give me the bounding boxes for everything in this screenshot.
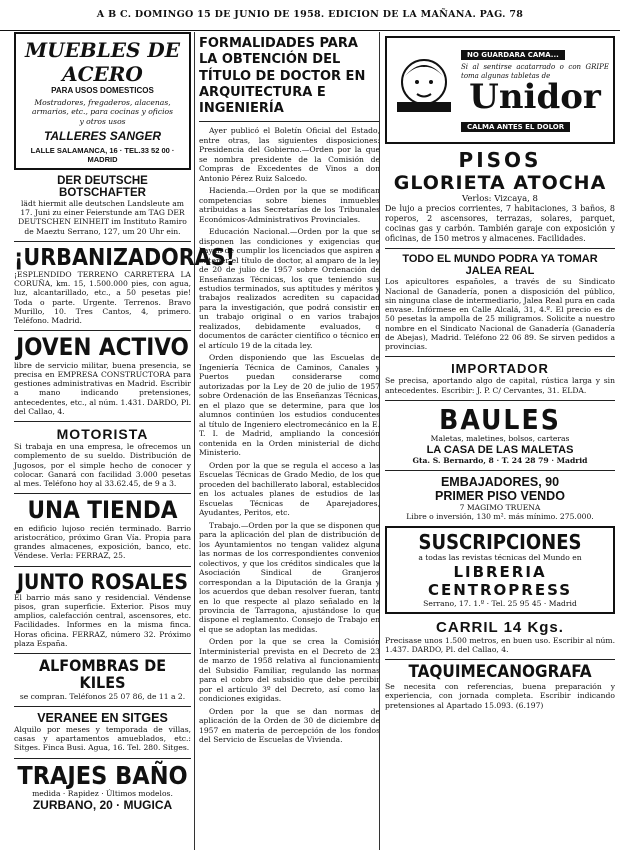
divider [14, 566, 191, 567]
ad-taquimeca-text: Se necesita con referencias, buena preparación y experiencia, con jornada completa. Escribir indicando pretensiones al Apartado 15.093. (6.197) [385, 682, 615, 710]
ad-jalea-title: TODO EL MUNDO PODRA YA TOMAR JALEA REAL [402, 253, 598, 278]
ad-trajes-title: TRAJES BAÑO [17, 760, 188, 790]
newspaper-masthead: A B C. DOMINGO 15 DE JUNIO DE 1958. EDICION DE LA MAÑANA. PAG. 78 [0, 0, 620, 31]
ad-urbanizadoras [14, 244, 236, 326]
ad-suscripciones-address: Serrano, 17. 1.º · Tel. 25 95 45 · Madrid [423, 598, 577, 608]
divider [385, 400, 615, 401]
ad-carril-title: CARRIL 14 Kgs. [436, 618, 564, 636]
ad-joven-text: libre de servicio militar, buena presencia, se precisa en EMPRESA CONSTRUCTORA para gestiones administrativas en Madrid. Escribir a mano indicando pretensiones, antecedentes, etc., al núm. 1.431. DARDO, Pl. del Callao, 4. [14, 360, 191, 416]
ad-rosales-title: JUNTO ROSALES [16, 569, 189, 594]
ad-joven-title: JOVEN ACTIVO [16, 333, 189, 362]
divider [14, 421, 191, 422]
ad-botschafter-text: lädt hiermit alle deutschen Landsleute am 17. Juni zu einer Feierstunde am TAG DER DEUTSCHEN EINHEIT im Instituto Ramiro de Maeztu Serrano, 127, um 20 Uhr ein. [18, 198, 187, 236]
ad-suscripciones-title: SUSCRIPCIONES [418, 530, 582, 555]
ad-importador-text: Se precisa, aportando algo de capital, rústica larga y sin antecedentes. Escribir: J. P. C/ Cervantes, 31. ELDA. [385, 376, 615, 395]
ad-tienda-title: UNA TIENDA [27, 496, 178, 525]
ad-veranee [14, 711, 191, 753]
article-paragraph: Orden disponiendo que las Escuelas de Ingeniería Técnica de Caminos, Canales y Puertos puedan considerarse como autorizadas por la Ley de 20 de julio de 1957 sobre Ordenación de las Enseñanzas Técnicas, en el plazo que se determine, para que los alumnos continúen los estudios conducentes al título de Ingeniero electromecánico en la E. T. I. de Madrid, ampliando la concesión contenida en la Orden ministerial de dicho Ministerio. [199, 353, 380, 458]
ad-muebles-address: LALLE SALAMANCA, 16 · TEL.33 52 00 · MADRID [30, 145, 175, 164]
ad-botschafter [14, 175, 191, 236]
ad-suscripciones-text: a todas las revistas técnicas del Mundo en [418, 553, 582, 563]
ad-unidor-text: Si al sentirse acatarrado o con GRIPE toma algunas tabletas de [461, 63, 609, 80]
column-right [379, 32, 615, 850]
article-paragraph: Orden por la que se regula el acceso a las Escuelas Técnicas de Grado Medio, de los que proceden del bachillerato laboral, establecidos en los actuales planes de estudios de las Escuelas Técnicas de Aparejadores, Ayudantes, Peritos, etc. [199, 460, 380, 518]
divider [14, 493, 191, 494]
ad-unidor-badge: NO GUARDARA CAMA... [461, 50, 565, 60]
divider [14, 758, 191, 759]
ad-carril-text: Precisase unos 1.500 metros, en buen uso. Escribir al núm. 1.437. DARDO, Pl. del Callao, 4. [385, 635, 615, 654]
ad-alfombras-text: se compran. Teléfonos 25 07 86, de 11 a 2. [19, 691, 186, 701]
ad-carril [385, 619, 615, 655]
ad-embajadores-title3: 7 MAGIMO TRUENA [459, 502, 541, 512]
ad-veranee-title: VERANEE EN SITGES [37, 710, 168, 725]
column-center-article [194, 32, 380, 850]
ad-embajadores-text: Libre o inversión, 130 m². más mínimo. 275.000. [406, 512, 594, 521]
ad-jalea-real [385, 253, 615, 351]
ad-embajadores-title: EMBAJADORES, 90 [440, 474, 560, 489]
ad-veranee-text: Alquilo por meses y temporada de villas, casas y apartamentos amueblados, etc.: Sitges. Finca Busi. Agua, 16. Tel. 280. Sitges. [14, 724, 191, 753]
ad-botschafter-title: DER DEUTSCHE BOTSCHAFTER [57, 174, 148, 199]
divider [14, 706, 191, 707]
ad-baules-store: LA CASA DE LAS MALETAS [426, 443, 574, 456]
article-paragraph: Hacienda.—Orden por la que se modifican competencias sobre bienes inmuebles atribuidas a las Secretarías de los Tribunales Económicos-Administrativos Provinciales. [199, 186, 380, 224]
article-paragraph: Ayer publicó el Boletín Oficial del Estado, entre otras, las siguientes disposiciones: Presidencia del Gobierno.—Orden por la que se nombra presidente de la Comisión de Compras de Excedentes de Vinos a don Antonio Pérez Ruiz Salcedo. [199, 126, 380, 183]
ad-taquimecanografa [385, 664, 615, 710]
ad-embajadores [385, 475, 615, 522]
divider [385, 248, 615, 249]
ad-una-tienda [14, 498, 191, 560]
ad-urbanizadoras-text: ¡ESPLENDIDO TERRENO CARRETERA LA CORUÑA, km. 15, 1.500.000 pies, con agua, luz, alcantarillado, etc., a 50 pesetas pie! Toda o parte. Urgente. Terrenos. Bravo Murillo, 10. Tres Cantos, 4, primero. Teléfono. Madrid. [14, 269, 191, 326]
man-face-illustration-icon [393, 52, 455, 114]
ad-embajadores-title2: PRIMER PISO VENDO [435, 488, 565, 503]
ad-motorista-title: MOTORISTA [56, 426, 149, 443]
article-paragraph: Trabajo.—Orden por la que se disponen que para la aplicación del plan de distribución de los Ayuntamientos no tengan validez alguna las normas de los correspondientes convenios colectivos, y que los créditos sindicales que la Asociación Sindical de Granjeros correspondan a la Diputación de la Granja y los acuerdos que deban resolver fueran, tanto en lo que respecte al plazo señalado en la provincia de Tarragona, ajustándose lo que dispone el reglamento. Consejo de Trabajo en el que se adoptan las medidas. [199, 520, 380, 634]
article-paragraph: Orden por la que se crea la Comisión Interministerial prevista en el Decreto de 23 de marzo de 1958 relativa al funcionamiento del Subsidio Familiar, regulando las normas para el cobro del subsidio que debe percibir por el artículo 3º del Decreto, así como las condiciones exigidas. [199, 637, 380, 704]
divider [14, 653, 191, 654]
divider [199, 121, 380, 122]
ad-muebles-acero [14, 32, 191, 170]
ad-jalea-text: Los apicultores españoles, a través de su Sindicato Nacional de Ganadería, ponen a disposición del público, sin ninguna clase de intermediario, Jalea Real pura en cada envase. Infórmese en Calle Alcalá, 31, 4.º. El precio es de 50 pesetas la ampolla de 25 miligramos. Solicite a nuestro nombre en el Sindicato Nacional de Ganadería (Ganadería de Abejas), Madrid. Teléfono 22 06 89. Se sirven pedidos a provincias. [385, 277, 615, 352]
article-paragraph: Educación Nacional.—Orden por la que se disponen las condiciones y exigencias que hayan de cumplir los licenciados que aspiren a obtener el título de doctor, al amparo de la ley de 20 de julio de 1957 sobre Ordenación de Enseñanzas Técnicas, los que teniendo sus estudios terminados, sus aptitudes y méritos y trabajos realizados acrediten su capacidad para la investigación, que podrá consistir en un trabajo original o en varios trabajos realizados, debidamente evaluados, o documentos de carácter científico o técnico en el artículo 19 de la citada ley. [199, 227, 380, 350]
ad-taquimeca-title: TAQUIMECANOGRAFA [408, 662, 592, 683]
ad-muebles-taller: TALLERES SANGER [43, 128, 162, 143]
ad-pisos-title2: GLORIETA ATOCHA [393, 172, 607, 194]
ad-muebles-subtitle: PARA USOS DOMESTICOS [51, 86, 154, 95]
ad-pisos-title: PISOS [458, 148, 542, 172]
article-title: FORMALIDADES PARA LA OBTENCIÓN DEL TÍTULO DE DOCTOR EN ARQUITECTURA E INGENIERÍA [199, 36, 366, 116]
divider [14, 241, 191, 242]
ad-suscripciones-store2: CENTROPRESS [427, 580, 573, 599]
divider [14, 330, 191, 331]
ad-pisos-subtitle: Verlos: Vizcaya, 8 [462, 194, 538, 204]
ad-joven-activo [14, 335, 191, 416]
ad-tienda-text: en edificio lujoso recién terminado. Barrio aristocrático, próximo Gran Vía. Propia para grandes almacenes, exposición, banco, etc. Véndese. Verla: FERRAZ, 25. [14, 523, 191, 561]
ad-trajes-address: ZURBANO, 20 · MUGICA [32, 798, 173, 813]
column-left [14, 32, 236, 850]
divider [385, 470, 615, 471]
ad-unidor-slogan: CALMA ANTES EL DOLOR [461, 122, 570, 132]
ad-motorista [14, 426, 191, 488]
ad-trajes-text: medida · Rapidez · Últimos modelos. [32, 788, 173, 798]
ad-suscripciones [385, 526, 615, 614]
ad-urbanizadoras-title: ¡URBANIZADORAS! [14, 244, 236, 271]
ad-rosales-text: El barrio más sano y residencial. Véndense pisos, gran superficie. Exterior. Pisos muy amplios, calefacción central, ascensores, etc. Facilidades. Informes en la misma finca. Horas oficina. FERRAZ, número 32. Próximo plaza España. [14, 592, 191, 648]
ad-muebles-title: MUEBLES DE ACERO [24, 38, 181, 86]
ad-trajes-bano [14, 760, 191, 813]
ad-importador [385, 361, 615, 395]
ad-pisos-text: De lujo a precios corrientes, 7 habitaciones, 3 baños, 8 roperos, 2 ascensores, terrazas, solares, parquet, cocinas gas y carbón. También garaje con exposición y oficinas, de 150 metros y almacenes. Facilidades. [385, 204, 615, 243]
ad-unidor-brand: Unidor [469, 77, 601, 118]
ad-suscripciones-store1: LIBRERIA [453, 562, 547, 581]
ad-unidor [385, 36, 615, 144]
ad-alfombras-title: ALFOMBRAS DE KILES [38, 656, 167, 692]
article-paragraph: Orden por la que se dan normas de aplicación de la Orden de 30 de diciembre de 1957 en materia de percepción de los fondos del Servicio de Escuelas de Vivienda. [199, 706, 380, 745]
ad-pisos-atocha [385, 148, 615, 243]
ad-motorista-text: Si trabaja en una empresa, le ofrecemos un complemento de su sueldo. Distribución de Jugosos, por el simple hecho de conocer y colocar. Ganará con facilidad 3.000 pesetas al mes. Teléfono hoy al 33.62.45, de 9 a 3. [14, 442, 191, 489]
ad-muebles-text: Mostradores, fregaderos, alacenas, armarios, etc., para cocinas y oficios y otros usos [32, 98, 173, 126]
ad-importador-title: IMPORTADOR [451, 361, 549, 377]
ad-baules-address: Gta. S. Bernardo, 8 · T. 24 28 79 · Madrid [412, 455, 588, 465]
ad-alfombras [14, 658, 191, 701]
divider [385, 659, 615, 660]
ad-baules [385, 402, 615, 465]
divider [385, 356, 615, 357]
ad-junto-rosales [14, 571, 191, 649]
ad-baules-text: Maletas, maletines, bolsos, carteras [430, 434, 570, 444]
ad-baules-title: BAULES [439, 402, 561, 436]
